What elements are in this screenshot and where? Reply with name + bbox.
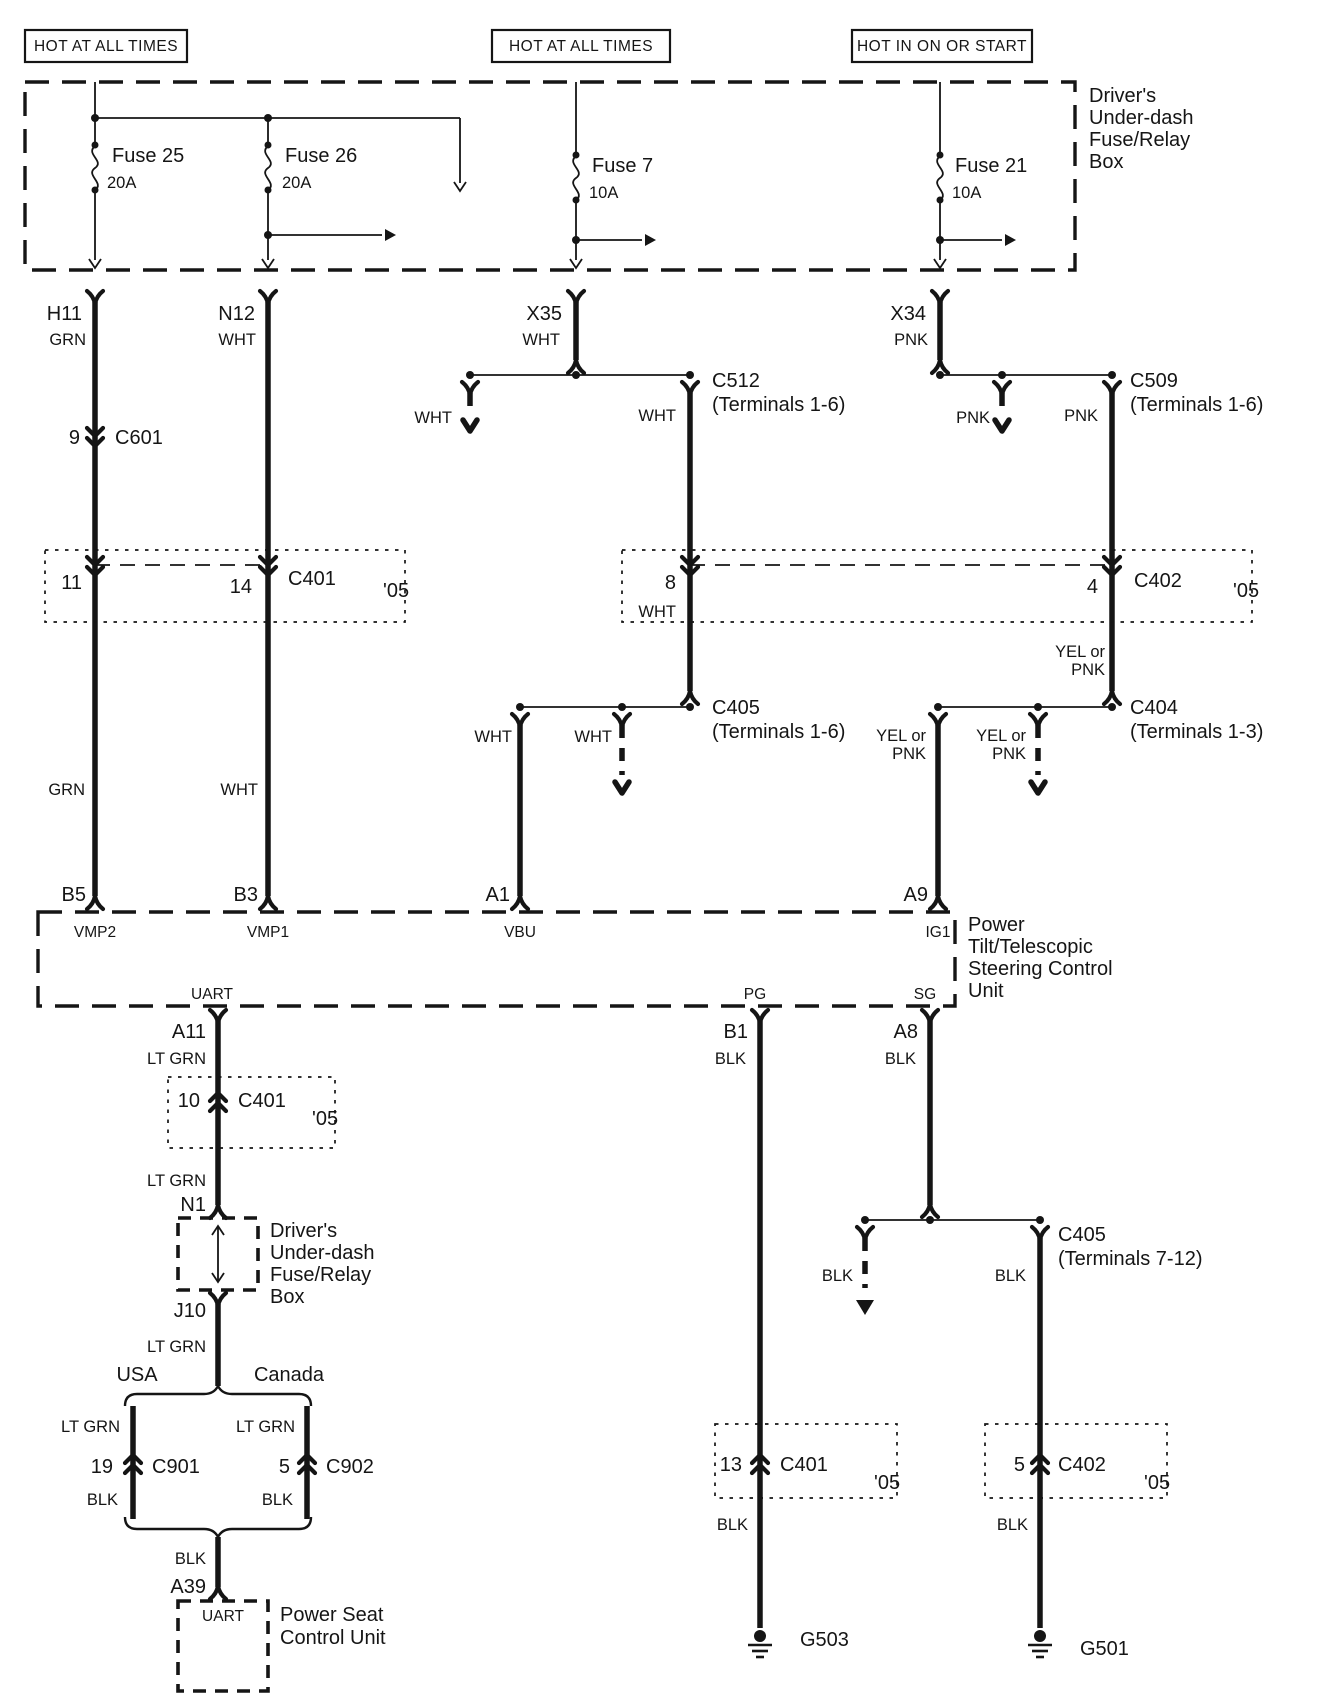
fuse-25-name: Fuse 25: [112, 145, 185, 167]
connector-fork-icon: [87, 896, 103, 909]
c901-name: C901: [152, 1456, 200, 1478]
power-seat-signal-uart: UART: [202, 1608, 244, 1625]
wire-h11-b5: [47, 291, 163, 909]
signal-sg: SG: [913, 986, 937, 1003]
wire-color-pnk: PNK: [1071, 661, 1105, 679]
pin-b1: B1: [723, 1021, 748, 1043]
fuse-21-name: Fuse 21: [955, 155, 1028, 177]
c402-ground-pin: 5: [1013, 1454, 1025, 1476]
pin-a8: A8: [893, 1021, 918, 1043]
c401-uart-name: C401: [238, 1090, 286, 1112]
ground-g503: G503: [800, 1629, 849, 1651]
wire-color-blk: BLK: [884, 1050, 916, 1068]
c401-main-name: C401: [288, 568, 336, 590]
c401-pin-11: 11: [61, 572, 82, 594]
c401-uart-box: [168, 1077, 335, 1148]
wire-end-arrow-icon: [856, 1300, 874, 1315]
c405-upper-name: C405: [712, 697, 760, 719]
power-source-label-2: HOT AT ALL TIMES: [508, 38, 654, 55]
fuse-26-rating: 20A: [282, 174, 312, 192]
power-seat-name-line1: Power Seat: [280, 1604, 384, 1626]
terminal-x35: X35: [526, 303, 562, 325]
fuse-7-icon: [573, 152, 580, 204]
wire-x34: [890, 291, 1263, 704]
wire-color-lt-grn: LT GRN: [147, 1050, 206, 1068]
wire-color-wht: WHT: [474, 728, 512, 746]
arrow-down-icon: [89, 259, 101, 268]
c405-lower-name: C405: [1058, 1224, 1106, 1246]
c402-main-connector: [622, 550, 1259, 622]
wire-n12-b3: [218, 291, 276, 909]
c405-lower-terminals: (Terminals 7-12): [1058, 1248, 1203, 1270]
c512-terminals: (Terminals 1-6): [712, 394, 846, 416]
fuse-relay-box-outline: [25, 82, 1075, 270]
wire-color-blk: BLK: [261, 1491, 293, 1509]
market-usa: USA: [116, 1364, 158, 1386]
c402-main-note: '05: [1233, 580, 1260, 602]
fuse-relay-box: [25, 82, 1194, 270]
c512-name: C512: [712, 370, 760, 392]
pin-j10: J10: [173, 1300, 206, 1322]
c509-name: C509: [1130, 370, 1178, 392]
arrow-right-icon: [1005, 234, 1016, 246]
wire-b1-g503: [715, 1010, 900, 1657]
connector-fork-icon: [210, 1586, 226, 1599]
under-dash-passthrough-box: [178, 1218, 375, 1308]
arrow-down-icon: [454, 182, 466, 191]
c402-pin-8: 8: [664, 572, 676, 594]
c401-ground-pin: 13: [719, 1454, 742, 1476]
passthrough-name-line1: Driver's: [270, 1220, 338, 1242]
power-seat-name-line2: Control Unit: [280, 1627, 386, 1649]
c404-terminals: (Terminals 1-3): [1130, 721, 1264, 743]
wire-color-pnk: PNK: [892, 745, 926, 763]
branch-split-brace: [125, 1386, 311, 1406]
wire-continues-arrow-icon: [463, 420, 477, 431]
wire-continues-arrow-icon: [1031, 782, 1045, 793]
c405-upper-junction: [474, 697, 845, 909]
fuse-26-icon: [265, 142, 272, 194]
wire-color-blk: BLK: [174, 1550, 206, 1568]
wire-color-yel-or: YEL or: [976, 727, 1026, 745]
fuse-7-rating: 10A: [589, 184, 619, 202]
connector-fork-icon: [512, 896, 528, 909]
wire-color-blk: BLK: [994, 1267, 1026, 1285]
pin-n1: N1: [180, 1194, 206, 1216]
wire-color-pnk: PNK: [1064, 407, 1098, 425]
wire-color-blk: BLK: [86, 1491, 118, 1509]
wire-color-wht: WHT: [638, 603, 676, 621]
wire-continues-arrow-icon: [615, 782, 629, 793]
passthrough-name-line2: Under-dash: [270, 1242, 375, 1264]
c901-pin: 19: [90, 1456, 113, 1478]
c902-pin: 5: [278, 1456, 290, 1478]
passthrough-name-line3: Fuse/Relay: [270, 1264, 372, 1286]
c601-pin: 9: [68, 427, 80, 449]
wire-color-wht: WHT: [574, 728, 612, 746]
wire-color-pnk: PNK: [894, 331, 928, 349]
arrow-down-icon: [570, 259, 582, 268]
wire-color-blk: BLK: [716, 1516, 748, 1534]
terminal-h11: H11: [46, 303, 82, 325]
c401-uart-note: '05: [312, 1108, 339, 1130]
market-canada: Canada: [253, 1364, 325, 1386]
pin-b5: B5: [61, 884, 86, 906]
c601-name: C601: [115, 427, 163, 449]
c401-pin-14: 14: [229, 576, 252, 598]
control-unit-name-line1: Power: [968, 914, 1025, 936]
fuse-box-name-line1: Driver's: [1089, 85, 1157, 107]
wire-color-blk: BLK: [714, 1050, 746, 1068]
wire-color-lt-grn: LT GRN: [147, 1172, 206, 1190]
wire-x35: [414, 291, 845, 704]
ground-icon: [748, 1630, 772, 1657]
power-source-label-1: HOT AT ALL TIMES: [33, 38, 179, 55]
wire-color-grn: GRN: [48, 781, 85, 799]
fuse-25-rating: 20A: [107, 174, 137, 192]
c401-ground-note: '05: [874, 1472, 901, 1494]
connector-fork-icon: [682, 691, 698, 704]
wire-color-blk: BLK: [821, 1267, 853, 1285]
wire-color-lt-grn: LT GRN: [61, 1418, 120, 1436]
wire-a8-g501: [822, 1010, 1203, 1660]
signal-ig1: IG1: [925, 924, 951, 941]
wire-continues-arrow-icon: [995, 420, 1009, 431]
signal-uart: UART: [191, 986, 233, 1003]
c404-junction: [876, 697, 1263, 909]
c402-pin-4: 4: [1086, 576, 1098, 598]
c401-uart-pin: 10: [177, 1090, 200, 1112]
connector-fork-icon: [922, 1204, 938, 1217]
c402-ground-name: C402: [1058, 1454, 1106, 1476]
passthrough-name-line4: Box: [270, 1286, 305, 1308]
wire-color-wht: WHT: [522, 331, 560, 349]
wire-color-wht: WHT: [218, 331, 256, 349]
wire-j10-split: [61, 1293, 374, 1599]
wire-color-wht: WHT: [414, 409, 452, 427]
wire-color-wht: WHT: [220, 781, 258, 799]
ground-icon: [1028, 1630, 1052, 1657]
arrow-down-icon: [934, 259, 946, 268]
pin-a9: A9: [903, 884, 928, 906]
wire-color-yel-or: YEL or: [1055, 643, 1105, 661]
c402-main-name: C402: [1134, 570, 1182, 592]
fuse-7-name: Fuse 7: [592, 155, 654, 177]
signal-vbu: VBU: [504, 924, 536, 941]
fuse-21-rating: 10A: [952, 184, 982, 202]
fuse-25-icon: [92, 142, 99, 194]
wire-color-wht: WHT: [638, 407, 676, 425]
wire-color-lt-grn: LT GRN: [147, 1338, 206, 1356]
c404-name: C404: [1130, 697, 1178, 719]
c509-terminals: (Terminals 1-6): [1130, 394, 1264, 416]
control-unit-name-line2: Tilt/Telescopic: [968, 936, 1093, 958]
fuse-box-name-line2: Under-dash: [1089, 107, 1194, 129]
signal-pg: PG: [743, 986, 767, 1003]
fuse-box-name-line3: Fuse/Relay: [1089, 129, 1191, 151]
power-source-label-3: HOT IN ON OR START: [856, 38, 1028, 55]
connector-fork-icon: [930, 896, 946, 909]
signal-vmp1: VMP1: [246, 924, 290, 941]
fuse-box-internal-wiring: [89, 82, 1016, 268]
arrow-right-icon: [645, 234, 656, 246]
fuse-21-icon: [937, 152, 944, 204]
fuse-box-name-line4: Box: [1089, 151, 1124, 173]
signal-vmp2: VMP2: [73, 924, 117, 941]
control-unit-name-line3: Steering Control: [968, 958, 1113, 980]
c405-upper-terminals: (Terminals 1-6): [712, 721, 846, 743]
control-unit-name-line4: Unit: [968, 980, 1004, 1002]
wire-color-blk: BLK: [996, 1516, 1028, 1534]
wire-color-lt-grn: LT GRN: [236, 1418, 295, 1436]
terminal-n12: N12: [218, 303, 255, 325]
wire-color-pnk: PNK: [956, 409, 990, 427]
steering-control-unit: [38, 884, 1113, 1006]
steering-control-unit-outline: [38, 912, 955, 1006]
connector-fork-icon: [1104, 691, 1120, 704]
wire-a11-uart: [147, 1010, 338, 1218]
pin-a1: A1: [485, 884, 510, 906]
wire-color-yel-or: YEL or: [876, 727, 926, 745]
wire-color-grn: GRN: [49, 331, 86, 349]
power-seat-control-unit: [178, 1601, 386, 1691]
c402-ground-note: '05: [1144, 1472, 1171, 1494]
c401-ground-name: C401: [780, 1454, 828, 1476]
pin-a11: A11: [171, 1021, 206, 1043]
fuse-26-name: Fuse 26: [285, 145, 358, 167]
ground-g501: G501: [1080, 1638, 1129, 1660]
terminal-x34: X34: [890, 303, 926, 325]
arrow-right-icon: [385, 229, 396, 241]
wire-color-pnk: PNK: [992, 745, 1026, 763]
pin-a39: A39: [170, 1576, 206, 1598]
connector-fork-icon: [210, 1205, 226, 1218]
c401-main-note: '05: [383, 580, 410, 602]
c902-name: C902: [326, 1456, 374, 1478]
arrow-down-icon: [262, 259, 274, 268]
power-source-boxes: [25, 30, 1032, 62]
pin-b3: B3: [233, 884, 258, 906]
connector-fork-icon: [260, 896, 276, 909]
branch-merge-brace: [125, 1517, 311, 1537]
